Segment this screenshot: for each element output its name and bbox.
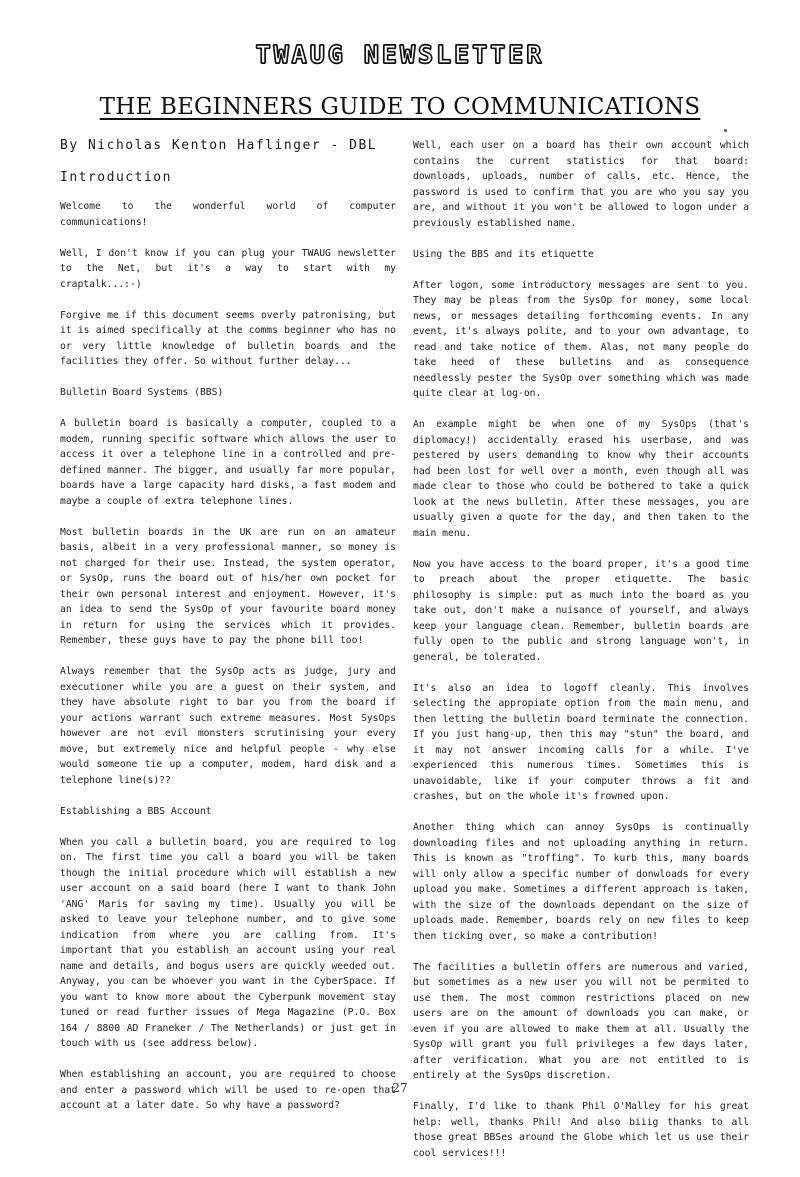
paragraph: Another thing which can annoy SysOps is continually downloading files and not uploading anything in return. This is known as "troffing". To kurb this, many boards will only allow a specific number of donwloads for every upload you make. Sometimes a different approach is taken, with the size of the downloads dependant on the size of uploads made. Remember, boards rely on new files to keep then ticking over, so make a contribution! [413,822,749,942]
right-column [413,138,749,1177]
byline: By Nicholas Kenton Haflinger - DBL [60,138,378,153]
paragraph: It's also an idea to logoff cleanly. This involves selecting the appropiate option from the main menu, and then letting the bulletin board terminate the connection. If you just hang-up, then this may "stun" the board, and it may not answer incoming calls for a while. I've experienced this numerous times. Sometimes this is unavoidable, like if your computer throws a fit and crashes, but on the whole it's frowned upon. [413,682,749,802]
paragraph: The facilities a bulletin offers are numerous and varied, but sometimes as a new user you will not be permited to use them. The most common restrictions placed on new users are on the amount of downloads you can make, or even if you are allowed to make them at all. Usually the SysOp will grant you full privileges a few days later, after verification. What you are not entitled to is entirely at the SysOps discretion. [413,961,749,1081]
speck [724,129,727,132]
newsletter-masthead: TWAUG NEWSLETTER [255,40,545,69]
introduction-heading: Introduction [60,169,172,185]
paragraph: When establishing an account, you are required to choose and enter a password which will be used to re-open that account at a later date. So why have a password? [60,1069,396,1111]
paragraph: An example might be when one of my SysOps (that's diplomacy!) accidentally erased his userbase, and was pestered by users demanding to know why their accounts had been lost for well over a month, even though all was made clear to those who could be bothered to take a quick look at the news bulletin. After these messages, you are usually given a quote for the day, and then taken to the main menu. [413,419,749,539]
paragraph: Always remember that the SysOp acts as judge, jury and executioner while you are a guest on their system, and they have absolute right to bar you from the board if your actions warrant such extreme measures. Most SysOps however are not evil monsters scrutinising your every move, but extremely nice and helpful people - why else would someone tie up a computer, modem, hard disk and a telephone line(s)?? [60,666,396,786]
section-heading-etiquette: Using the BBS and its etiquette [413,248,594,260]
left-column [60,138,396,1129]
paragraph: Now you have access to the board proper, it's a good time to preach about the proper etiquette. The basic philosophy is simple: put as much into the board as you take out, don't make a nuisance of yourself, and always keep your language clean. Remember, bulletin boards are fully open to the public and strong language won't, in general, be tolerated. [413,558,749,663]
paragraph: Finally, I'd like to thank Phil O'Malley for his great help: well, thanks Phil! And also biiig thanks to all those great BBSes around the Globe which let us use their cool services!!! [413,1101,749,1159]
section-heading-bbs: Bulletin Board Systems (BBS) [60,387,224,398]
paragraph: Forgive me if this document seems overly patronising, but it is aimed specifically at the comms beginner who has no or very little knowledge of bulletin boards and the facilities they offer. So without further delay... [60,309,396,367]
section-heading-account: Establishing a BBS Account [60,805,212,817]
article-title: THE BEGINNERS GUIDE TO COMMUNICATIONS [99,94,701,120]
paragraph: After logon, some introductory messages are sent to you. They may be pleas from the SysOp for money, some local news, or messages detailing forthcoming events. In any event, it's always polite, and to your own advantage, to read and take notice of them. Alas, not many people do take heed of these bulletins and as consequence needlessly pester the SysOp over something which was made quite clear at log-on. [413,279,749,399]
paragraph: A bulletin board is basically a computer, coupled to a modem, running specific software which allows the user to access it over a telephone line in a controlled and pre-defined manner. The bigger, and usually far more popular, boards have a large capacity hard disks, a fast modem and maybe a couple of extra telephone lines. [60,418,396,507]
paragraph: Welcome to the wonderful world of computer communications! [60,201,396,228]
page-number: 27 [392,1081,408,1095]
paragraph: Most bulletin boards in the UK are run on an amateur basis, albeit in a very professional manner, so money is not charged for their use. Instead, the system operator, or SysOp, runs the board out of his/her own pocket for their own personal interest and enjoyment. However, it's an idea to send the SysOp of your favourite board money in return for using the services which it provides. Remember, these guys have to pay the phone bill too! [60,526,396,646]
paragraph: Well, I don't know if you can plug your TWAUG newsletter to the Net, but it's a way to start with my craptalk...:-) [60,247,396,290]
paragraph: Well, each user on a board has their own account which contains the current statistics for that board: downloads, uploads, number of calls, etc. Hence, the password is used to confirm that you are who you say you are, and without it you won't be allowed to logon under a previously established name. [413,140,749,229]
paragraph: When you call a bulletin board, you are required to log on. The first time you call a board you will be taken though the initial procedure which will establish a new user account on a said board (here I want to thank John 'ANG' Maris for saving my time). Usually you will be asked to leave your telephone number, and to give some indication from where you are calling from. It's important that you establish an account using your real name and details, and bogus users are quickly weeded out. Anyway, you can be whoever you want in the CyberSpace. If you want to know more about the Cyberpunk movement stay tuned or read further issues of Mega Magazine (P.O. Box 164 / 8800 AD Franeker / The Netherlands) or just get in touch with us (see address below). [60,836,396,1049]
